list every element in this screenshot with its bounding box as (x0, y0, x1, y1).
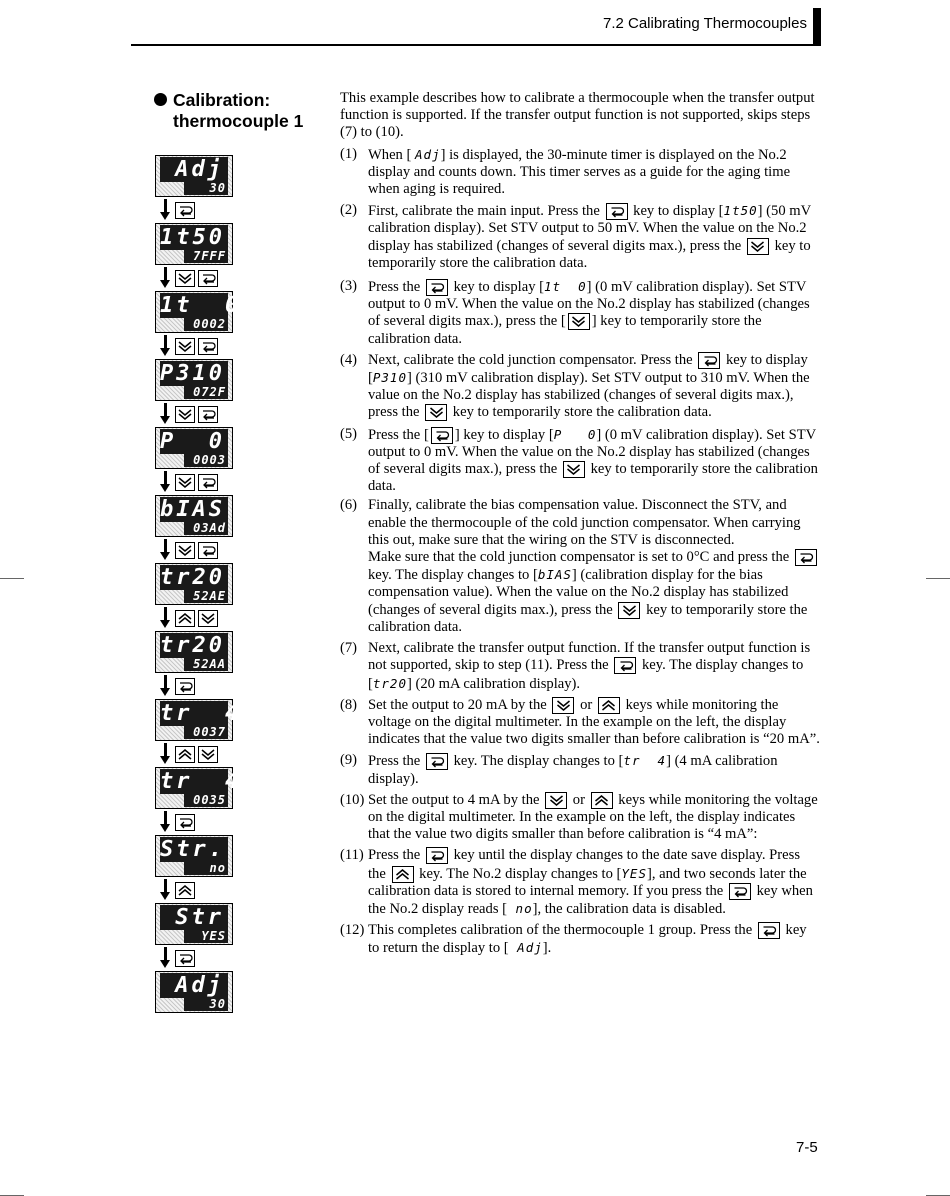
step-8: (8) Set the output to 20 mA by the or keys while monitoring the voltage on the digital multimeter. In the example on the left, the display indicates that the value two digits smaller than before calibration is “20 mA”. (340, 696, 820, 748)
header-title: 7.2 Calibrating Thermocouples (602, 15, 807, 32)
key-press-row (155, 333, 235, 359)
mode-key-icon (198, 542, 218, 559)
step-2: (2) First, calibrate the main input. Press the key to display [1t50] (50 mV calibration display). Set STV output to 50 mV. When the value on the No.2 display has stabilized (changes of several digits max.), press the key to temporarily store the calibration data. (340, 202, 811, 271)
down-key-icon (563, 461, 585, 478)
lcd-display (155, 155, 233, 197)
mode-key-icon (426, 279, 448, 296)
up-key-icon (175, 882, 195, 899)
mode-key-icon (175, 950, 195, 967)
key-press-row (155, 537, 235, 563)
mode-key-icon (175, 202, 195, 219)
step-3: (3) Press the key to display [1t 0] (0 mV calibration display). Set STV output to 0 mV. When the value on the No.2 display has stabilized (changes of several digits max.), press the [ ] key to temporarily store the calibration data. (340, 278, 810, 347)
key-press-row (155, 741, 235, 767)
no2-display: no (184, 862, 228, 875)
no1-display: tr20 (160, 633, 228, 658)
no1-display: tr20 (160, 565, 228, 590)
no2-display: 0003 (184, 454, 228, 467)
key-press-row (155, 809, 235, 835)
down-key-icon (545, 792, 567, 809)
bullet-icon (154, 93, 167, 106)
down-key-icon (618, 602, 640, 619)
no1-display: P 0 (160, 429, 228, 454)
mode-key-icon (606, 203, 628, 220)
no2-display: 072F (184, 386, 228, 399)
no1-display: tr 4 (160, 769, 242, 794)
lcd-display (155, 767, 242, 809)
key-press-row (155, 265, 235, 291)
display-code: Adj (508, 940, 543, 956)
no2-display: 0002 (184, 318, 228, 331)
down-arrow-icon (160, 471, 172, 493)
display-code: bIAS (537, 567, 572, 583)
down-arrow-icon (160, 675, 172, 697)
mode-key-icon (431, 427, 453, 444)
mode-key-icon (426, 753, 448, 770)
lcd-display (155, 631, 233, 673)
up-key-icon (591, 792, 613, 809)
no2-display: 52AE (184, 590, 228, 603)
no1-display: tr 4 (160, 701, 242, 726)
no1-display: Str. (160, 837, 228, 862)
mode-key-icon (795, 549, 817, 566)
down-arrow-icon (160, 743, 172, 765)
down-key-icon (175, 270, 195, 287)
step-1: (1) When [ Adj] is displayed, the 30-minute timer is displayed on the No.2 display and counts down. This timer serves as a guide for the aging time when aging is required. (340, 145, 791, 198)
no2-display: 03Ad (184, 522, 228, 535)
no2-display: 30 (184, 998, 228, 1011)
display-code: P 0 (553, 426, 597, 442)
no2-display: YES (184, 930, 228, 943)
lcd-display (155, 223, 233, 265)
mode-key-icon (198, 338, 218, 355)
up-key-icon (175, 610, 195, 627)
no1-display: 1t50 (160, 225, 228, 250)
no2-display: 0037 (184, 726, 228, 739)
lcd-display (155, 835, 233, 877)
display-code: 1t50 (723, 203, 758, 219)
key-press-row (155, 605, 235, 631)
down-arrow-icon (160, 335, 172, 357)
mode-key-icon (198, 474, 218, 491)
lcd-display (155, 699, 242, 741)
no1-display: 1t 0 (160, 293, 242, 318)
display-code: tr20 (372, 675, 407, 691)
mode-key-icon (198, 270, 218, 287)
down-key-icon (175, 338, 195, 355)
no1-display: Adj (160, 157, 228, 182)
down-arrow-icon (160, 607, 172, 629)
lcd-display (155, 495, 233, 537)
mode-key-icon (614, 657, 636, 674)
lcd-display (155, 291, 242, 333)
page-number: 7-5 (796, 1139, 818, 1156)
down-arrow-icon (160, 539, 172, 561)
header-bar (813, 8, 821, 44)
key-press-row (155, 401, 235, 427)
up-key-icon (175, 746, 195, 763)
up-key-icon (598, 697, 620, 714)
down-arrow-icon (160, 811, 172, 833)
mode-key-icon (198, 406, 218, 423)
lcd-display (155, 359, 233, 401)
down-arrow-icon (160, 947, 172, 969)
key-press-row (155, 469, 235, 495)
display-code: YES (621, 865, 647, 881)
no1-display: bIAS (160, 497, 228, 522)
no1-display: P310 (160, 361, 228, 386)
key-press-row (155, 673, 235, 699)
lcd-display (155, 903, 233, 945)
no2-display: 52AA (184, 658, 228, 671)
display-code: no (507, 900, 533, 916)
lcd-display (155, 427, 233, 469)
no2-display: 0035 (184, 794, 228, 807)
key-press-row (155, 197, 235, 223)
down-key-icon (198, 746, 218, 763)
mode-key-icon (729, 883, 751, 900)
display-code: Adj (415, 146, 441, 162)
step-6: (6) Finally, calibrate the bias compensation value. Disconnect the STV, and enable the thermocouple of the cold junction compensator. When carrying this out, make sure that the wiring on the STV is disconnected. Make sure that the cold junction compensator is set to 0°C and press the key. The display changes to [bIAS] (calibration display for the bias compensation value). When the value on the No.2 display has stabilized (changes of several digits max.), press the key to temporarily store the calibration data. (340, 497, 820, 636)
up-key-icon (392, 866, 414, 883)
crop-mark (0, 578, 24, 579)
down-key-icon (175, 542, 195, 559)
intro-paragraph: This example describes how to calibrate a thermocouple when the transfer output function is supported. If the transfer output function is not supported, skips steps (7) to (10). (340, 90, 815, 141)
section-title: Calibration: thermocouple 1 (154, 90, 324, 132)
step-9: (9) Press the key. The display changes to [tr 4] (4 mA calibration display). (340, 752, 778, 787)
mode-key-icon (175, 814, 195, 831)
down-arrow-icon (160, 403, 172, 425)
procedure-text (340, 90, 820, 958)
crop-mark (926, 578, 950, 579)
display-code: P310 (372, 370, 407, 386)
down-key-icon (568, 313, 590, 330)
mode-key-icon (175, 678, 195, 695)
display-code: 1t 0 (544, 279, 587, 295)
step-12: (12) This completes calibration of the thermocouple 1 group. Press the key to return the display to [ Adj]. (340, 922, 807, 957)
down-key-icon (175, 474, 195, 491)
no2-display: 30 (184, 182, 228, 195)
no1-display: Adj (160, 973, 228, 998)
mode-key-icon (758, 922, 780, 939)
lcd-display (155, 971, 233, 1013)
mode-key-icon (426, 847, 448, 864)
down-key-icon (747, 238, 769, 255)
display-sequence (155, 155, 242, 1013)
step-11: (11) Press the key until the display changes to the date save display. Press the key. The No.2 display changes to [YES], and two seconds later the calibration data is stored to internal memory. If you press the key when the No.2 display reads [ no], the calibration data is disabled. (340, 847, 813, 917)
page-header (131, 0, 821, 46)
down-key-icon (198, 610, 218, 627)
key-press-row (155, 945, 235, 971)
down-key-icon (425, 404, 447, 421)
no2-display: 7FFF (184, 250, 228, 263)
key-press-row (155, 877, 235, 903)
step-4: (4) Next, calibrate the cold junction compensator. Press the key to display [P310] (310 mV calibration display). Set STV output to 310 mV. When the value on the No.2 display has stabilized (changes of several digits max.), press the key to temporarily store the calibration data. (340, 351, 810, 421)
step-5: (5) Press the [ ] key to display [P 0] (0 mV calibration display). Set STV output to 0 mV. When the value on the No.2 display has stabilized (changes of several digits max.), press the key to temporarily store the calibration data. (340, 425, 818, 495)
down-key-icon (552, 697, 574, 714)
mode-key-icon (698, 352, 720, 369)
no1-display: Str (160, 905, 228, 930)
down-arrow-icon (160, 879, 172, 901)
down-arrow-icon (160, 199, 172, 221)
display-code: tr 4 (623, 753, 667, 769)
step-7: (7) Next, calibrate the transfer output function. If the transfer output function is not supported, skip to step (11). Press the key. The display changes to [tr20] (20 mA calibration display). (340, 640, 811, 692)
lcd-display (155, 563, 233, 605)
step-10: (10) Set the output to 4 mA by the or keys while monitoring the voltage on the digital multimeter. In the example on the left, the display indicates that the value two digits smaller than before calibration is “4 mA”: (340, 791, 818, 843)
down-key-icon (175, 406, 195, 423)
down-arrow-icon (160, 267, 172, 289)
